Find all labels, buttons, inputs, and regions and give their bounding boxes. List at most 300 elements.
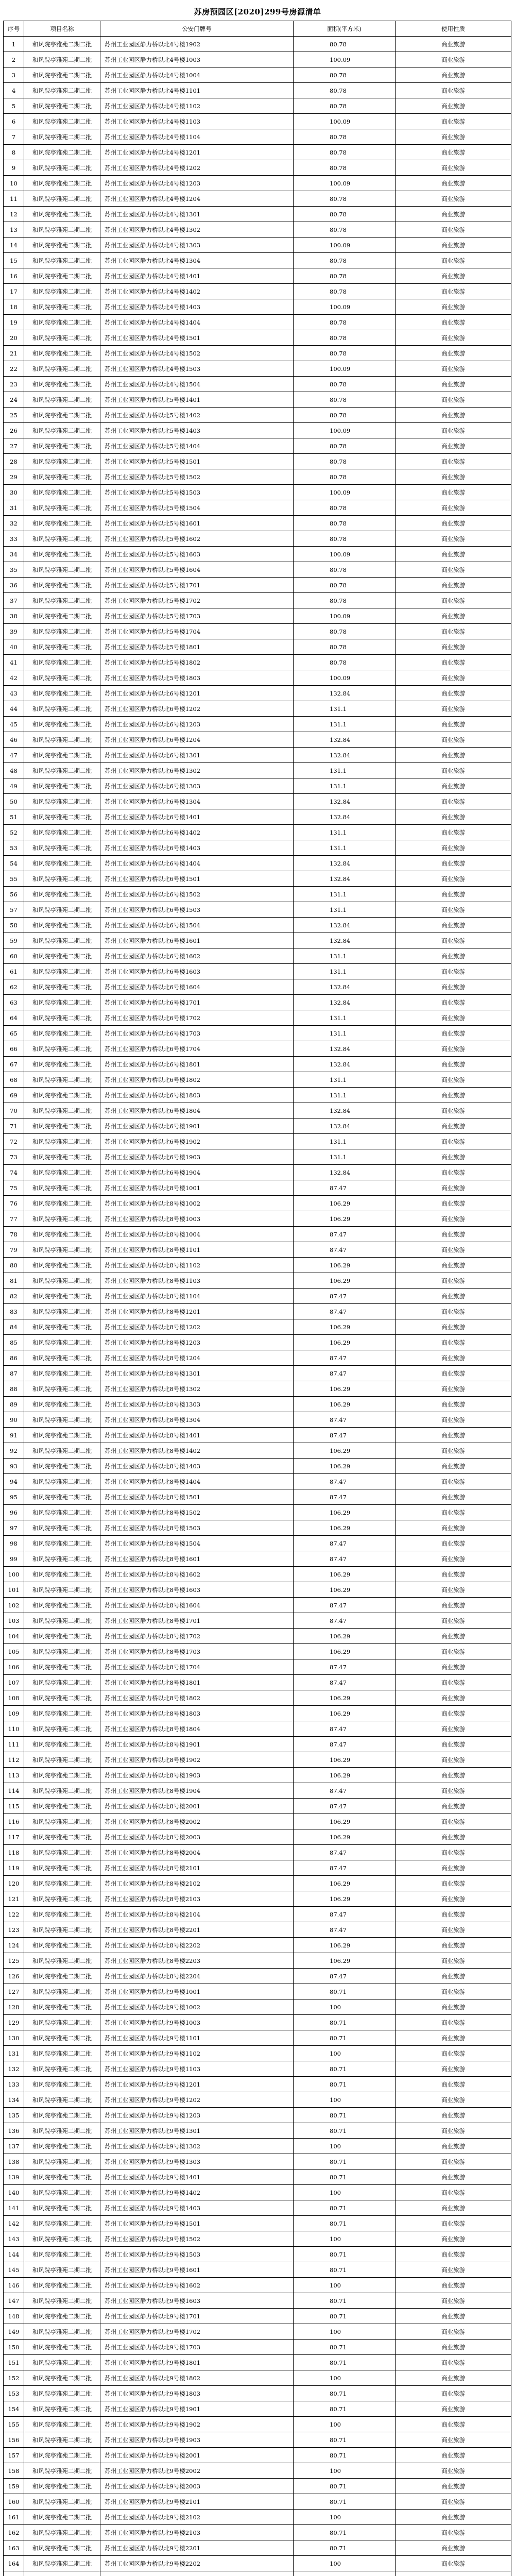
address-prefix: 苏州工业园区静力桥以北 [105, 1864, 170, 1872]
cell-project: 和风院亭雅苑二期二批 [24, 1567, 100, 1582]
cell-project: 和风院亭雅苑二期二批 [24, 655, 100, 670]
cell-project: 和风院亭雅苑二期二批 [24, 1366, 100, 1381]
address-prefix: 苏州工业园区静力桥以北 [105, 504, 170, 512]
cell-project: 和风院亭雅苑二期二批 [24, 346, 100, 361]
cell-project: 和风院亭雅苑二期二批 [24, 2293, 100, 2309]
cell-usage: 商业旅游 [396, 1242, 511, 1258]
cell-area: 106.29 [294, 1706, 396, 1721]
cell-usage: 商业旅游 [396, 1551, 511, 1567]
cell-address [100, 1814, 294, 1829]
cell-area: 106.29 [294, 1768, 396, 1783]
cell-usage: 商业旅游 [396, 624, 511, 639]
cell-project: 和风院亭雅苑二期二批 [24, 562, 100, 578]
address-prefix: 苏州工业园区静力桥以北 [105, 1818, 170, 1825]
cell-area: 132.84 [294, 933, 396, 948]
unit-number: 8号楼1002 [169, 1199, 201, 1207]
cell-area: 131.1 [294, 1010, 396, 1026]
table-row [4, 2370, 511, 2386]
table-row [4, 1768, 511, 1783]
address-prefix: 苏州工业园区静力桥以北 [105, 968, 170, 975]
cell-usage: 商业旅游 [396, 315, 511, 330]
cell-project: 和风院亭雅苑二期二批 [24, 825, 100, 840]
cell-area: 87.47 [294, 1799, 396, 1814]
cell-address [100, 1721, 294, 1737]
cell-project: 和风院亭雅苑二期二批 [24, 145, 100, 160]
cell-index: 18 [4, 299, 24, 315]
cell-project: 和风院亭雅苑二期二批 [24, 1659, 100, 1675]
table-row [4, 1536, 511, 1551]
unit-number: 4号楼1402 [169, 287, 201, 295]
cell-project: 和风院亭雅苑二期二批 [24, 1891, 100, 1907]
cell-project: 和风院亭雅苑二期二批 [24, 1026, 100, 1041]
cell-index: 162 [4, 2525, 24, 2540]
cell-index: 93 [4, 1459, 24, 1474]
table-row [4, 763, 511, 778]
cell-address [100, 2540, 294, 2556]
cell-project: 和风院亭雅苑二期二批 [24, 763, 100, 778]
address-prefix: 苏州工业园区静力桥以北 [105, 937, 170, 944]
cell-address [100, 2386, 294, 2401]
cell-index: 126 [4, 1969, 24, 1984]
cell-area: 132.84 [294, 1041, 396, 1057]
cell-index: 149 [4, 2324, 24, 2340]
address-prefix: 苏州工业园区静力桥以北 [105, 1308, 170, 1315]
table-row [4, 778, 511, 794]
table-row [4, 2015, 511, 2030]
cell-index: 49 [4, 778, 24, 794]
address-prefix: 苏州工业园区静力桥以北 [105, 983, 170, 991]
cell-usage: 商业旅游 [396, 1613, 511, 1629]
cell-index: 23 [4, 377, 24, 392]
cell-area: 80.71 [294, 2494, 396, 2510]
cell-area: 106.29 [294, 1443, 396, 1459]
cell-usage: 商业旅游 [396, 763, 511, 778]
table-row [4, 1938, 511, 1953]
unit-number: 6号楼1403 [169, 844, 201, 852]
unit-number: 6号楼1303 [169, 782, 201, 790]
cell-project: 和风院亭雅苑二期二批 [24, 2494, 100, 2510]
cell-project: 和风院亭雅苑二期二批 [24, 701, 100, 717]
table-row [4, 2200, 511, 2216]
cell-project [24, 2571, 100, 2576]
cell-index: 29 [4, 469, 24, 485]
cell-area: 100.09 [294, 52, 396, 67]
unit-number: 9号楼2101 [169, 2498, 201, 2505]
unit-number: 9号楼1602 [169, 2281, 201, 2289]
cell-usage: 商业旅游 [396, 1397, 511, 1412]
cell-index: 6 [4, 114, 24, 129]
unit-number: 8号楼1103 [169, 1277, 201, 1284]
document-title: 苏房预园区[2020]299号房源清单 [194, 7, 321, 16]
cell-usage: 商业旅游 [396, 2108, 511, 2123]
cell-area: 100 [294, 2185, 396, 2200]
unit-number: 8号楼2001 [169, 1802, 201, 1810]
unit-number: 4号楼1401 [169, 272, 201, 280]
cell-usage: 商业旅游 [396, 1366, 511, 1381]
cell-index: 110 [4, 1721, 24, 1737]
cell-address [100, 825, 294, 840]
cell-address [100, 2123, 294, 2139]
address-prefix: 苏州工业园区静力桥以北 [105, 674, 170, 682]
cell-area: 87.47 [294, 1551, 396, 1567]
cell-usage: 商业旅游 [396, 1010, 511, 1026]
unit-number: 9号楼2202 [169, 2560, 201, 2567]
table-row [4, 330, 511, 346]
table-row [4, 670, 511, 686]
unit-number: 8号楼1901 [169, 1740, 201, 1748]
unit-number: 9号楼1603 [169, 2297, 201, 2304]
cell-area: 132.84 [294, 809, 396, 825]
unit-number: 8号楼1502 [169, 1509, 201, 1516]
cell-address [100, 423, 294, 438]
cell-address [100, 2077, 294, 2092]
cell-project: 和风院亭雅苑二期二批 [24, 2154, 100, 2170]
cell-index: 82 [4, 1289, 24, 1304]
cell-address [100, 2216, 294, 2231]
cell-usage: 商业旅游 [396, 2200, 511, 2216]
address-prefix: 苏州工业园区静力桥以北 [105, 2343, 170, 2351]
table-row [4, 1829, 511, 1845]
unit-number: 6号楼1702 [169, 1014, 201, 1022]
cell-address [100, 778, 294, 794]
cell-usage: 商业旅游 [396, 1706, 511, 1721]
cell-usage: 商业旅游 [396, 1041, 511, 1057]
cell-usage: 商业旅游 [396, 732, 511, 748]
cell-usage: 商业旅游 [396, 1953, 511, 1969]
cell-project: 和风院亭雅苑二期二批 [24, 377, 100, 392]
cell-project: 和风院亭雅苑二期二批 [24, 1088, 100, 1103]
cell-project: 和风院亭雅苑二期二批 [24, 1273, 100, 1289]
cell-project: 和风院亭雅苑二期二批 [24, 732, 100, 748]
cell-index: 17 [4, 284, 24, 299]
table-row [4, 1381, 511, 1397]
cell-index: 42 [4, 670, 24, 686]
cell-index: 74 [4, 1165, 24, 1180]
cell-usage: 商业旅游 [396, 1768, 511, 1783]
address-prefix: 苏州工业园区静力桥以北 [105, 148, 170, 156]
header-address: 公安门牌号 [100, 21, 294, 37]
cell-area: 87.47 [294, 1613, 396, 1629]
table-row [4, 83, 511, 98]
cell-usage: 商业旅游 [396, 686, 511, 701]
table-header-row [4, 21, 511, 37]
table-row [4, 1211, 511, 1227]
cell-area: 87.47 [294, 1659, 396, 1675]
cell-usage: 商业旅游 [396, 114, 511, 129]
cell-address [100, 809, 294, 825]
address-prefix: 苏州工业园区静力桥以北 [105, 1230, 170, 1238]
cell-usage: 商业旅游 [396, 2170, 511, 2185]
cell-address [100, 2324, 294, 2340]
cell-address [100, 1428, 294, 1443]
unit-number: 8号楼2004 [169, 1849, 201, 1856]
unit-number: 8号楼2003 [169, 1833, 201, 1841]
table-row [4, 2030, 511, 2046]
cell-index: 163 [4, 2540, 24, 2556]
cell-address [100, 1737, 294, 1752]
cell-area: 80.78 [294, 516, 396, 531]
cell-area: 87.47 [294, 1737, 396, 1752]
cell-project: 和风院亭雅苑二期二批 [24, 1180, 100, 1196]
cell-project: 和风院亭雅苑二期二批 [24, 995, 100, 1010]
unit-number: 4号楼1004 [169, 71, 201, 79]
unit-number: 6号楼1902 [169, 1138, 201, 1145]
cell-address [100, 2231, 294, 2247]
table-row [4, 2077, 511, 2092]
cell-address [100, 2448, 294, 2463]
unit-number: 5号楼1704 [169, 628, 201, 635]
table-row [4, 52, 511, 67]
cell-area: 87.47 [294, 1242, 396, 1258]
cell-project: 和风院亭雅苑二期二批 [24, 1737, 100, 1752]
cell-address [100, 1984, 294, 1999]
cell-address [100, 268, 294, 284]
cell-area: 131.1 [294, 887, 396, 902]
cell-project: 和风院亭雅苑二期二批 [24, 608, 100, 624]
address-prefix: 苏州工业园区静力桥以北 [105, 2420, 170, 2428]
cell-area: 132.84 [294, 1118, 396, 1134]
cell-index: 105 [4, 1644, 24, 1659]
table-row [4, 253, 511, 268]
cell-address [100, 1057, 294, 1072]
unit-number: 8号楼1601 [169, 1555, 201, 1563]
cell-usage: 商业旅游 [396, 1180, 511, 1196]
cell-project: 和风院亭雅苑二期二批 [24, 1969, 100, 1984]
unit-number: 9号楼1502 [169, 2235, 201, 2243]
cell-usage: 商业旅游 [396, 778, 511, 794]
cell-project: 和风院亭雅苑二期二批 [24, 2216, 100, 2231]
cell-project: 和风院亭雅苑二期二批 [24, 1397, 100, 1412]
cell-usage: 商业旅游 [396, 1845, 511, 1860]
address-prefix: 苏州工业园区静力桥以北 [105, 2034, 170, 2042]
unit-number: 8号楼1401 [169, 1431, 201, 1439]
address-prefix: 苏州工业园区静力桥以北 [105, 365, 170, 372]
cell-address [100, 2015, 294, 2030]
cell-area: 106.29 [294, 1876, 396, 1891]
header-area: 面积(平方米) [294, 21, 396, 37]
cell-area: 87.47 [294, 1598, 396, 1613]
cell-usage: 商业旅游 [396, 809, 511, 825]
cell-area: 80.78 [294, 593, 396, 608]
table-row [4, 1505, 511, 1520]
cell-index: 144 [4, 2247, 24, 2262]
cell-usage: 商业旅游 [396, 1675, 511, 1690]
header-project: 项目名称 [24, 21, 100, 37]
unit-number: 9号楼1902 [169, 2420, 201, 2428]
table-row [4, 732, 511, 748]
cell-area: 87.47 [294, 1227, 396, 1242]
cell-address [100, 840, 294, 856]
table-row [4, 2061, 511, 2077]
cell-usage: 商业旅游 [396, 547, 511, 562]
cell-area: 132.84 [294, 995, 396, 1010]
cell-area: 131.1 [294, 902, 396, 918]
cell-area: 80.71 [294, 2340, 396, 2355]
table-row [4, 918, 511, 933]
cell-area: 80.71 [294, 2262, 396, 2278]
cell-usage: 商业旅游 [396, 948, 511, 964]
table-row [4, 1860, 511, 1876]
unit-number: 6号楼1204 [169, 736, 201, 743]
cell-address [100, 2247, 294, 2262]
table-row [4, 531, 511, 547]
cell-area: 80.78 [294, 377, 396, 392]
cell-project: 和风院亭雅苑二期二批 [24, 1041, 100, 1057]
cell-usage: 商业旅游 [396, 469, 511, 485]
unit-number: 8号楼1301 [169, 1369, 201, 1377]
table-row [4, 1613, 511, 1629]
cell-area: 87.47 [294, 1489, 396, 1505]
cell-index: 94 [4, 1474, 24, 1489]
cell-project: 和风院亭雅苑二期二批 [24, 794, 100, 809]
cell-project: 和风院亭雅苑二期二批 [24, 238, 100, 253]
table-row [4, 2340, 511, 2355]
cell-project: 和风院亭雅苑二期二批 [24, 330, 100, 346]
address-prefix: 苏州工业园区静力桥以北 [105, 906, 170, 913]
cell-address [100, 238, 294, 253]
cell-address [100, 1149, 294, 1165]
cell-address [100, 2417, 294, 2432]
unit-number: 9号楼1102 [169, 2049, 201, 2057]
table-row [4, 315, 511, 330]
table-row [4, 2262, 511, 2278]
table-row [4, 1134, 511, 1149]
cell-usage: 商业旅游 [396, 1644, 511, 1659]
cell-project: 和风院亭雅苑二期二批 [24, 284, 100, 299]
unit-number: 9号楼1103 [169, 2065, 201, 2073]
unit-number: 8号楼1904 [169, 1787, 201, 1794]
unit-number: 6号楼1304 [169, 798, 201, 805]
table-row [4, 1118, 511, 1134]
address-prefix: 苏州工业园区静力桥以北 [105, 1926, 170, 1934]
cell-address [100, 408, 294, 423]
address-prefix: 苏州工业园区静力桥以北 [105, 875, 170, 883]
unit-number: 8号楼1203 [169, 1338, 201, 1346]
table-row [4, 1227, 511, 1242]
cell-address [100, 902, 294, 918]
cell-area: 80.71 [294, 2448, 396, 2463]
cell-area: 87.47 [294, 1922, 396, 1938]
unit-number: 5号楼1602 [169, 535, 201, 543]
cell-address [100, 2479, 294, 2494]
cell-address [100, 1211, 294, 1227]
cell-index: 115 [4, 1799, 24, 1814]
cell-area: 131.1 [294, 1088, 396, 1103]
address-prefix: 苏州工业园区静力桥以北 [105, 2359, 170, 2366]
cell-area: 80.78 [294, 145, 396, 160]
cell-usage: 商业旅游 [396, 1598, 511, 1613]
cell-index: 140 [4, 2185, 24, 2200]
cell-address [100, 1520, 294, 1536]
cell-index: 79 [4, 1242, 24, 1258]
table-row [4, 392, 511, 408]
table-row [4, 933, 511, 948]
cell-area: 80.71 [294, 2123, 396, 2139]
cell-usage: 商业旅游 [396, 1922, 511, 1938]
address-prefix: 苏州工业园区静力桥以北 [105, 2436, 170, 2444]
cell-address [100, 2370, 294, 2386]
cell-address [100, 1629, 294, 1644]
cell-project: 和风院亭雅苑二期二批 [24, 2401, 100, 2417]
cell-area: 80.71 [294, 2154, 396, 2170]
unit-number: 9号楼1101 [169, 2034, 201, 2042]
cell-address [100, 1118, 294, 1134]
cell-usage: 商业旅游 [396, 1582, 511, 1598]
address-prefix: 苏州工业园区静力桥以北 [105, 643, 170, 651]
cell-index: 142 [4, 2216, 24, 2231]
table-row [4, 1752, 511, 1768]
unit-number: 4号楼1101 [169, 87, 201, 94]
table-row [4, 1984, 511, 1999]
cell-area: 87.47 [294, 1350, 396, 1366]
cell-index: 102 [4, 1598, 24, 1613]
cell-area: 132.84 [294, 1103, 396, 1118]
cell-project: 和风院亭雅苑二期二批 [24, 1907, 100, 1922]
cell-project: 和风院亭雅苑二期二批 [24, 1984, 100, 1999]
cell-usage: 商业旅游 [396, 1814, 511, 1829]
cell-usage: 商业旅游 [396, 979, 511, 995]
cell-usage: 商业旅游 [396, 83, 511, 98]
cell-project: 和风院亭雅苑二期二批 [24, 778, 100, 794]
table-row [4, 1041, 511, 1057]
cell-index: 139 [4, 2170, 24, 2185]
cell-project: 和风院亭雅苑二期二批 [24, 686, 100, 701]
cell-address [100, 1397, 294, 1412]
address-prefix: 苏州工业园区静力桥以北 [105, 56, 170, 63]
cell-project: 和风院亭雅苑二期二批 [24, 918, 100, 933]
cell-index: 130 [4, 2030, 24, 2046]
table-row [4, 469, 511, 485]
cell-address [100, 346, 294, 361]
table-row [4, 608, 511, 624]
cell-usage: 商业旅游 [396, 701, 511, 717]
cell-usage: 商业旅游 [396, 670, 511, 686]
cell-area: 106.29 [294, 1397, 396, 1412]
cell-address [100, 330, 294, 346]
address-prefix: 苏州工业园区静力桥以北 [105, 2049, 170, 2057]
cell-usage: 商业旅游 [396, 1335, 511, 1350]
cell-project: 和风院亭雅苑二期二批 [24, 207, 100, 222]
unit-number: 8号楼2201 [169, 1926, 201, 1934]
cell-project: 和风院亭雅苑二期二批 [24, 98, 100, 114]
cell-project: 和风院亭雅苑二期二批 [24, 593, 100, 608]
unit-number: 8号楼1801 [169, 1679, 201, 1686]
table-row [4, 964, 511, 979]
cell-index: 78 [4, 1227, 24, 1242]
cell-usage: 商业旅游 [396, 2355, 511, 2370]
address-prefix: 苏州工业园区静力桥以北 [105, 1895, 170, 1903]
cell-index: 25 [4, 408, 24, 423]
table-row [4, 1350, 511, 1366]
cell-index: 38 [4, 608, 24, 624]
cell-area: 131.1 [294, 1149, 396, 1165]
table-row [4, 1057, 511, 1072]
table-row [4, 2463, 511, 2479]
cell-usage: 商业旅游 [396, 2154, 511, 2170]
cell-address [100, 160, 294, 176]
address-prefix: 苏州工业园区静力桥以北 [105, 813, 170, 821]
cell-area: 100.09 [294, 299, 396, 315]
unit-number: 5号楼1502 [169, 473, 201, 481]
cell-area: 87.47 [294, 1289, 396, 1304]
unit-number: 8号楼2103 [169, 1895, 201, 1903]
table-row [4, 268, 511, 284]
unit-number: 6号楼1401 [169, 813, 201, 821]
cell-project: 和风院亭雅苑二期二批 [24, 1319, 100, 1335]
cell-area: 131.1 [294, 1026, 396, 1041]
cell-address [100, 995, 294, 1010]
cell-project: 和风院亭雅苑二期二批 [24, 1706, 100, 1721]
